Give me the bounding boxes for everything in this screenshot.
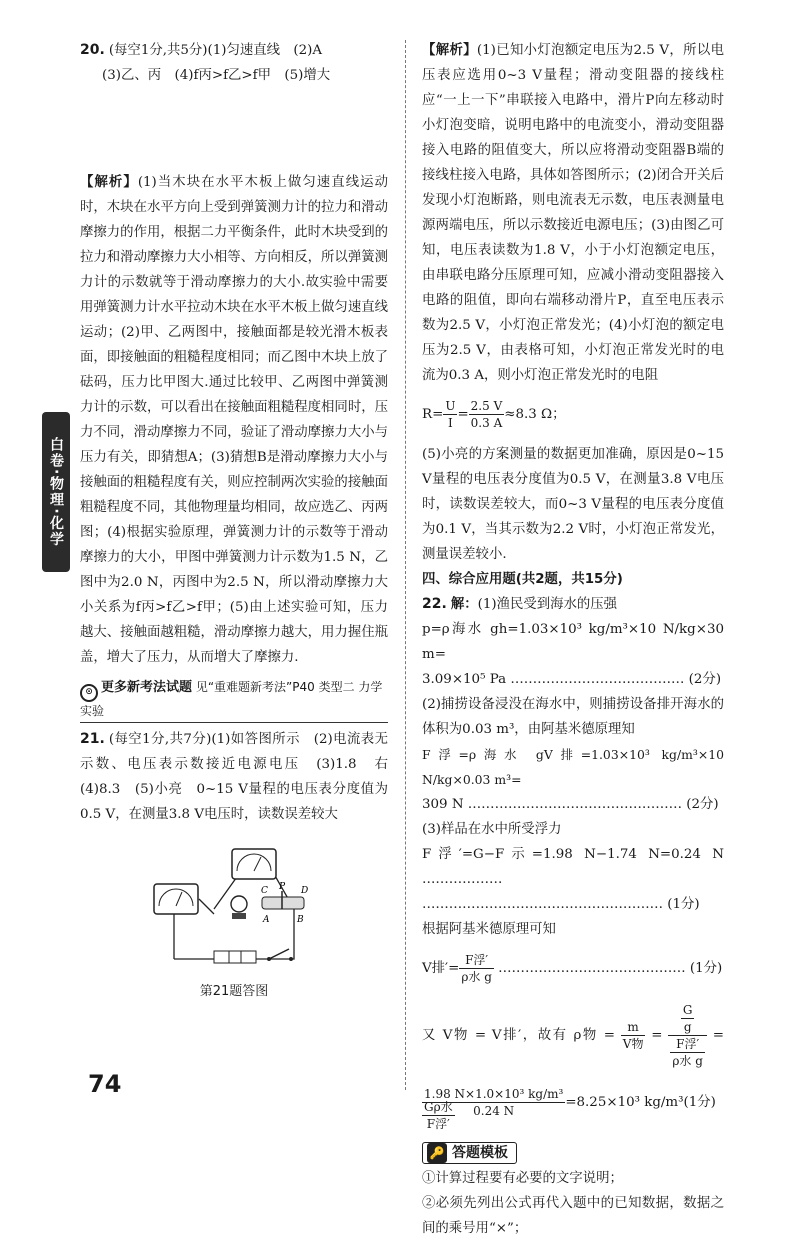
q22-eq3a: F浮′=G−F示=1.98 N−1.74 N=0.24 N ……………… xyxy=(422,847,724,887)
more-title: 更多新考法试题 xyxy=(101,680,193,695)
q22-eq3b: ……………………………………………… (1分) xyxy=(422,897,700,912)
analysis-tag: 【解析】 xyxy=(422,43,477,58)
left-column xyxy=(80,38,402,1004)
rheostat xyxy=(262,897,304,909)
label-a: A xyxy=(263,915,270,925)
template-item-1: ①计算过程要有必要的文字说明； xyxy=(422,1171,623,1186)
right-column xyxy=(422,38,724,1241)
template-item-2: ②必须先列出公式再代入题中的已知数据，数据之间的乘号用“×”； xyxy=(422,1196,724,1236)
battery xyxy=(214,951,256,963)
q22-eq6: $\frac{\text{1.98 N×1.0×10³ kg/m³}}{0.24 N}$ =8.25×10³ kg/m³(1分) xyxy=(424,1087,716,1118)
key-icon: 🔑 xyxy=(427,1143,447,1163)
q20-number: 20. xyxy=(80,42,105,58)
q21-number: 21. xyxy=(80,731,105,747)
q21-analysis-a: 【解析】(1)已知小灯泡额定电压为2.5 V，所以电压表应选用0~3 V量程；滑动变阻器的接线柱应“一上一下”串联接入电路中，滑片P向左移动时小灯泡变暗，说明电路中的电流变小，滑动变阻器接入电路的阻值变大，所以应将滑动变阻器B端的接线柱接入电路，具体如答图所示；(2)闭合开关后发现小灯泡断路，则电流表无示数，电压表测量电源两端电压，所以示数接近电源电压；(3)由图乙可知，电压表读数为1.8 V，小于小灯泡额定电压，由串联电路分压原理可知，应减小滑动变阻器接入电路的阻值，即向右端移动滑片P，直至电压表示数为2.5 V，小灯泡正常发光；(4)小灯泡的额定电压为2.5 V，由表格可知，小灯泡正常发光时的电流为0.3 A，则小灯泡正常发光时的电阻 xyxy=(422,43,724,383)
q21-analysis-b: (5)小亮的方案测量的数据更加准确，原因是0~15 V量程的电压表分度值为0.5 V，在测量3.8 V电压时，读数误差较大，而0~3 V量程的电压表分度值为0.1 V，当其示数为2.2 V时，小灯泡正常发光，测量误差较小. xyxy=(422,447,724,562)
column-divider xyxy=(405,40,406,1090)
figure-caption: 第21题答图 xyxy=(199,984,269,999)
answer-template-header: 🔑 答题模板 xyxy=(422,1142,517,1164)
label-d: D xyxy=(301,886,309,896)
q22-eq4: V排′= $\frac{\text{F浮′}}{\text{ρ水 g}}$ …………………………………… (1分) xyxy=(422,953,723,984)
q22-eq2a: F浮=ρ海水 gV排=1.03×10³ kg/m³×10 N/kg×0.03 m³= xyxy=(422,747,724,787)
q22-part1: 22. 解：(1)渔民受到海水的压强 xyxy=(422,596,618,612)
q22-part2: (2)捕捞设备浸没在海水中，则捕捞设备排开海水的体积为0.03 m³，由阿基米德原理知 xyxy=(422,697,724,737)
q20-answer-line2: (3)乙、丙 (4)f丙>f乙>f甲 (5)增大 xyxy=(102,68,331,83)
q22-part3: (3)样品在水中所受浮力 xyxy=(422,822,562,837)
bulb xyxy=(231,896,247,912)
switch xyxy=(269,949,289,959)
label-p: P xyxy=(279,882,286,892)
side-tab: 白卷·物理·化学 xyxy=(42,412,70,572)
q22-eq1a: p=ρ海水 gh=1.03×10³ kg/m³×10 N/kg×30 m= xyxy=(422,622,724,662)
q22-eq5: 又 V物 = V排′，故有 ρ物 = $\frac{m}{\text{V物}}$ = $\frac{\frac{G}{g}}{\frac{\text{F浮′}}{\text{ρ水 g}}}$ = $\frac{\text{Gρ水}}{\text{F浮′}}$ xyxy=(422,1003,724,1131)
refresh-icon: ⊙ xyxy=(80,684,98,702)
section-heading: 四、综合应用题(共2题，共15分) xyxy=(422,572,623,587)
page-number: 74 xyxy=(88,1070,122,1098)
circuit-diagram xyxy=(144,839,324,979)
more-new-questions xyxy=(80,678,388,723)
q20-analysis: 【解析】(1)当木块在水平木板上做匀速直线运动时，木块在水平方向上受到弹簧测力计的拉力和滑动摩擦力的作用，根据二力平衡条件，此时木块受到的拉力和滑动摩擦力大小相等、方向相反，所以弹簧测力计的示数就等于滑动摩擦力的大小.故实验中需要用弹簧测力计水平拉动木块在水平木板上做匀速直线运动；(2)甲、乙两图中，接触面都是较光滑木板表面，即接触面的粗糙程度相同；而乙图中木块上放了砝码，压力比甲图大.通过比较甲、乙两图中弹簧测力计的示数，可以看出在接触面粗糙程度相同时，压力不同，滑动摩擦力不同，验证了滑动摩擦力大小与压力有关，即猜想A；(3)猜想B是滑动摩擦力大小与接触面的粗糙程度有关，则应控制两次实验的接触面粗糙程度不同，其他物理量均相同，故应选乙、丙两图；(4)根据实验原理，弹簧测力计的示数等于滑动摩擦力的大小，甲图中弹簧测力计示数为1.5 N，乙图中为2.0 N，丙图中为2.5 N，所以滑动摩擦力大小关系为f丙>f乙>f甲；(5)由上述实验可知，压力越大、接触面越粗糙，滑动摩擦力越大，用力握住瓶盖，增大了压力，从而增大了摩擦力. xyxy=(80,175,389,665)
q22-eq2b: 309 N ………………………………………… (2分) xyxy=(422,797,719,812)
q22-part4: 根据阿基米德原理可知 xyxy=(422,922,556,937)
q21-circuit-figure xyxy=(80,839,388,1004)
spacer xyxy=(80,88,388,170)
q22-eq1b: 3.09×10⁵ Pa ………………………………… (2分) xyxy=(422,672,722,687)
analysis-tag: 【解析】 xyxy=(80,175,138,190)
q20-answer-line1: 20. (每空1分,共5分)(1)匀速直线 (2)A xyxy=(80,42,323,58)
q22-number: 22. xyxy=(422,596,447,612)
q21-answer: 21. (每空1分,共7分)(1)如答图所示 (2)电流表无示数、电压表示数接近电源电压 (3)1.8 右 (4)8.3 (5)小亮 0~15 V量程的电压表分度值为0.5 V，在测量3.8 V电压时，读数误差较大 xyxy=(80,731,402,822)
label-c: C xyxy=(261,886,268,896)
label-b: B xyxy=(297,915,304,925)
more-text: 见“重难题新考法”P40 类型二 力学实验 xyxy=(80,680,383,718)
q21-resistance-formula: R= $\frac{U}{I}$ = $\frac{2.5 V}{0.3 A}$ ≈8.3 Ω； xyxy=(422,399,566,430)
